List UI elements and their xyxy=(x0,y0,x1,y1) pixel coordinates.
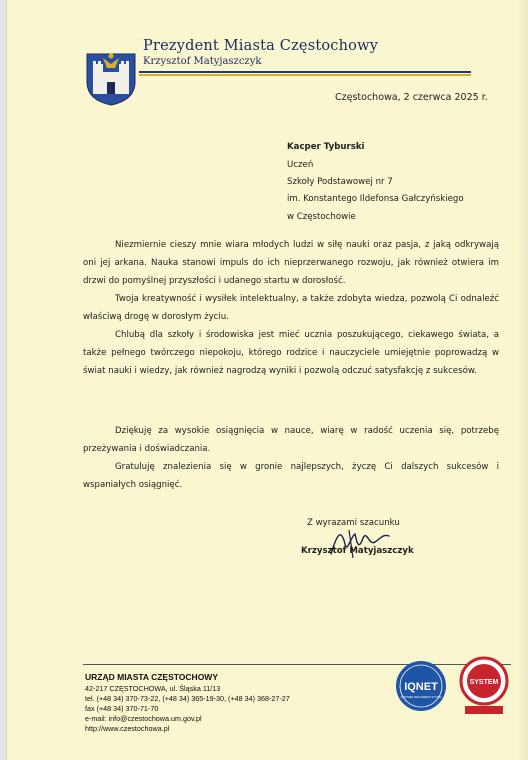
recipient-line-2: Szkoły Podstawowej nr 7 xyxy=(287,177,393,187)
system-certification-badge xyxy=(459,656,509,718)
recipient-line-4: w Częstochowie xyxy=(287,212,356,222)
body-paragraph-2: Twoja kreatywność i wysiłek intelektualny, a także zdobyta wiedza, pozwolą Ci odnaleźć właściwą drogę w dorosłym życiu. xyxy=(83,294,499,322)
recipient-line-1: Uczeń xyxy=(287,160,314,170)
signer-name: Krzysztof Matyjaszczyk xyxy=(301,546,414,556)
closing-phrase: Z wyrazami szacunku xyxy=(307,518,400,528)
recipient-name: Kacper Tyburski xyxy=(287,142,365,152)
body-paragraph-5: Gratuluję znalezienia się w gronie najlepszych, życzę Ci dalszych sukcesów i wspaniałych osiągnięć. xyxy=(83,462,499,490)
system-label: SYSTEM xyxy=(469,679,499,686)
recipient-line-3: im. Konstantego Ildefonsa Gałczyńskiego xyxy=(287,194,464,204)
czestochowa-coat-of-arms-icon xyxy=(83,52,139,106)
footer-phones: tel. (+48 34) 370-73-22, (+48 34) 365-19-30, (+48 34) 368-27-27 xyxy=(85,694,290,703)
body-paragraph-4: Dziękuję za wysokie osiągnięcia w nauce, wiarę w radość uczenia się, potrzebę przeżywania i doświadczania. xyxy=(83,426,499,454)
footer-fax: fax (+48 34) 370-71-70 xyxy=(85,704,159,713)
header-title: Prezydent Miasta Częstochowy xyxy=(143,38,379,54)
footer-email[interactable]: e-mail: info@czestochowa.um.gov.pl xyxy=(85,714,202,723)
iqnet-small-label: CERTIFIED MANAGEMENT SYSTEM xyxy=(400,696,442,699)
iqnet-certification-badge xyxy=(395,660,447,712)
header-subtitle: Krzysztof Matyjaszczyk xyxy=(143,56,262,67)
iqnet-label: IQNET xyxy=(404,681,438,693)
footer-address: 42-217 CZĘSTOCHOWA, ul. Śląska 11/13 xyxy=(85,684,221,693)
header-rule-gold xyxy=(139,74,471,76)
body-paragraph-3: Chlubą dla szkoły i środowiska jest mieć ucznia poszukującego, ciekawego świata, a także pełnego twórczego niepokoju, którego rodzice i nauczyciele umiejętnie poprowadzą w świat nauki i wiedzy, jak również nagrodzą wyniki i pozwolą odczuć satysfakcję z sukcesów. xyxy=(83,330,499,376)
body-paragraph-1: Niezmiernie cieszy mnie wiara młodych ludzi w siłę nauki oraz pasja, z jaką odkrywają oni jej arkana. Nauka stanowi impuls do ich nieprzerwanego rozwoju, jak również otwiera im drzwi do pomyślnej przyszłości i udanego startu w dorosłość. xyxy=(83,240,499,286)
letter-date: Częstochowa, 2 czerwca 2025 r. xyxy=(335,92,488,103)
footer-office-name: URZĄD MIASTA CZĘSTOCHOWY xyxy=(85,672,219,682)
footer-website[interactable]: http://www.czestochowa.pl xyxy=(85,724,170,733)
paper-edge-shadow xyxy=(518,0,528,760)
letter-sheet xyxy=(6,0,528,760)
header-rule-blue xyxy=(139,71,471,73)
